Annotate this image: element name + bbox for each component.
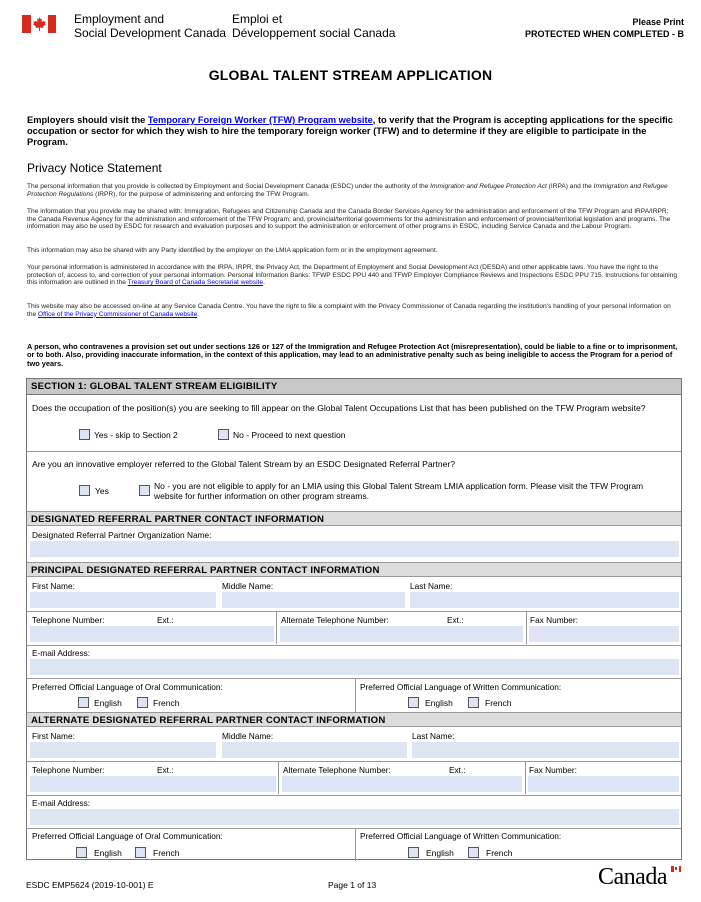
privacy-paragraph-4: Your personal information is administered in accordance with the IRPA, IRPR, the Privacy Act, the Department of Employment and Social Development Act (DESDA) and other applicable laws. You have the right to the protection of, access to, and correction of your personal information. Personal Information Banks: TFWP ESDC PPU 440 and TFWP Employer Compliance Reviews and Inspections ESDC PPU 715. Instructions for obtaining this information are outlined in the Treasury Board of Canada Secretariat website.: [27, 264, 678, 287]
misrepresentation-warning: A person, who contravenes a provision set out under sections 126 or 127 of the Immigration and Refugee Protection Act (misrepresentation), could be liable to a fine or to imprisonment, or to both. Also, providing inaccurate information, in the context of this application, may lead to an administrative penalty such as being ineligible to access the Program for a period of two years.: [27, 342, 678, 368]
principal-telephone-label: Telephone Number:: [32, 615, 105, 625]
principal-fax-input[interactable]: [529, 626, 679, 642]
department-name-english: Employment and Social Development Canada: [74, 12, 227, 40]
org-name-label: Designated Referral Partner Organization Name:: [32, 530, 212, 540]
principal-last-name-label: Last Name:: [410, 581, 453, 591]
question-referral-partner: Are you an innovative employer referred to the Global Talent Stream by an ESDC Designated Referral Partner?: [32, 459, 456, 469]
treasury-board-link[interactable]: Treasury Board of Canada Secretariat website: [127, 279, 264, 287]
alternate-oral-language-label: Preferred Official Language of Oral Communication:: [32, 831, 223, 841]
org-name-input[interactable]: [30, 541, 679, 557]
section-1-heading: SECTION 1: GLOBAL TALENT STREAM ELIGIBILITY: [27, 379, 681, 395]
principal-telephone-input[interactable]: [30, 626, 274, 642]
alternate-oral-english-label: English: [94, 848, 122, 858]
alternate-alt-ext-label: Ext.:: [449, 765, 466, 775]
principal-written-french-checkbox[interactable]: [468, 697, 479, 708]
principal-fax-label: Fax Number:: [530, 615, 578, 625]
alternate-written-french-label: French: [486, 848, 513, 858]
alternate-written-language-label: Preferred Official Language of Written Communication:: [360, 831, 562, 841]
q2-yes-label: Yes: [95, 486, 109, 496]
intro-paragraph: Employers should visit the Temporary Foreign Worker (TFW) Program website, to verify that the Program is accepting applications for the specific occupation or sector for which they wish to hire the temporary foreign worker (TFW) and to determine if they are eligible to participate in the Program.: [27, 115, 673, 147]
privacy-heading: Privacy Notice Statement: [27, 161, 162, 175]
principal-alt-telephone-label: Alternate Telephone Number:: [281, 615, 389, 625]
principal-oral-french-label: French: [153, 698, 180, 708]
principal-first-name-input[interactable]: [30, 592, 216, 608]
principal-written-french-label: French: [485, 698, 512, 708]
principal-oral-language-label: Preferred Official Language of Oral Communication:: [32, 682, 223, 692]
divider: [27, 451, 681, 452]
q2-no-label: No - you are not eligible to apply for an LMIA using this Global Talent Stream LMIA application form. Please visit the TFW Program website for further information on other program streams.: [154, 481, 644, 501]
alternate-telephone-input[interactable]: [30, 776, 276, 792]
principal-oral-english-checkbox[interactable]: [78, 697, 89, 708]
canada-wordmark-logo: Canada: [598, 864, 667, 890]
privacy-paragraph-3: This information may also be shared with any Party identified by the employer on the LMIA application form or in the employment agreement.: [27, 247, 438, 254]
alternate-oral-english-checkbox[interactable]: [76, 847, 87, 858]
privacy-paragraph-1: The personal information that you provide is collected by Employment and Social Development Canada (ESDC) under the authority of the Immigration and Refugee Protection Act (IRPA) and the Immigration and Refugee Protection Regulations (IRPR), for the purpose of administering and enforcing the TFW Program.: [27, 183, 668, 198]
principal-alt-ext-label: Ext.:: [447, 615, 464, 625]
alternate-email-input[interactable]: [30, 809, 679, 825]
principal-email-label: E-mail Address:: [32, 648, 91, 658]
alternate-last-name-input[interactable]: [412, 742, 679, 758]
alternate-alt-telephone-label: Alternate Telephone Number:: [283, 765, 391, 775]
alternate-oral-french-checkbox[interactable]: [135, 847, 146, 858]
divider: [27, 611, 681, 612]
principal-written-english-label: English: [425, 698, 453, 708]
alternate-written-english-label: English: [426, 848, 454, 858]
divider: [27, 645, 681, 646]
divider: [355, 679, 356, 713]
principal-contact-heading: PRINCIPAL DESIGNATED REFERRAL PARTNER CONTACT INFORMATION: [27, 562, 681, 577]
privacy-commissioner-link[interactable]: Office of the Privacy Commissioner of Canada website: [38, 310, 198, 318]
q2-no-checkbox[interactable]: [139, 485, 150, 496]
divider: [27, 795, 681, 796]
government-header: [22, 12, 684, 52]
divider: [27, 828, 681, 829]
alternate-first-name-label: First Name:: [32, 731, 75, 741]
principal-ext-label: Ext.:: [157, 615, 174, 625]
alternate-middle-name-input[interactable]: [222, 742, 407, 758]
q1-no-label: No - Proceed to next question: [233, 430, 346, 440]
page-title: GLOBAL TALENT STREAM APPLICATION: [208, 67, 493, 83]
question-occupation-list: Does the occupation of the position(s) you are seeking to fill appear on the Global Talent Occupations List that has been published on the TFW Program website?: [32, 403, 646, 413]
alternate-last-name-label: Last Name:: [412, 731, 455, 741]
alternate-email-label: E-mail Address:: [32, 798, 91, 808]
principal-written-english-checkbox[interactable]: [408, 697, 419, 708]
principal-oral-french-checkbox[interactable]: [137, 697, 148, 708]
principal-middle-name-input[interactable]: [222, 592, 405, 608]
alternate-fax-label: Fax Number:: [529, 765, 577, 775]
alternate-first-name-input[interactable]: [30, 742, 216, 758]
protected-notice: Please Print PROTECTED WHEN COMPLETED - B: [525, 17, 684, 39]
alternate-telephone-label: Telephone Number:: [32, 765, 105, 775]
divider: [27, 761, 681, 762]
divider: [526, 612, 527, 644]
privacy-paragraph-2: The information that you provide may be shared with: Immigration, Refugees and Citizenship Canada and the Canada Border Services Agency for the administration and enforcement of the TFW Program and IRPA/IRPR; the Canada Revenue Agency for the administration and enforcement of the TFW Program; and, provincial/territorial governments for the administration and enforcement of provincial/territorial legislation and programs. The information may also be used by ESDC for research and evaluation purposes and to support the administration or enforcement of other programs in ESDC, including Service Canada and the Labour Program.: [27, 208, 671, 231]
tfw-program-link[interactable]: Temporary Foreign Worker (TFW) Program website: [147, 115, 373, 125]
principal-last-name-input[interactable]: [410, 592, 679, 608]
application-form: [26, 378, 682, 860]
canada-flag-icon: [22, 15, 56, 33]
wordmark-flag-icon: [671, 866, 681, 872]
alternate-alt-telephone-input[interactable]: [282, 776, 522, 792]
alternate-oral-french-label: French: [153, 848, 180, 858]
divider: [355, 829, 356, 861]
alternate-middle-name-label: Middle Name:: [222, 731, 274, 741]
principal-email-input[interactable]: [30, 659, 679, 675]
principal-written-language-label: Preferred Official Language of Written Communication:: [360, 682, 562, 692]
q1-yes-checkbox[interactable]: [79, 429, 90, 440]
form-identifier: ESDC EMP5624 (2019-10-001) E: [26, 880, 154, 890]
privacy-paragraph-5: This website may also be accessed on-line at any Service Canada Centre. You have the right to file a complaint with the Privacy Commissioner of Canada regarding the institution's handling of your personal information on the Office of the Privacy Commissioner of Canada website.: [27, 303, 671, 318]
alternate-contact-heading: ALTERNATE DESIGNATED REFERRAL PARTNER CONTACT INFORMATION: [27, 712, 681, 727]
principal-middle-name-label: Middle Name:: [222, 581, 274, 591]
alternate-ext-label: Ext.:: [157, 765, 174, 775]
principal-first-name-label: First Name:: [32, 581, 75, 591]
divider: [27, 678, 681, 679]
q2-yes-checkbox[interactable]: [79, 485, 90, 496]
alternate-fax-input[interactable]: [528, 776, 679, 792]
page-number: Page 1 of 13: [328, 880, 377, 890]
q1-yes-label: Yes - skip to Section 2: [94, 430, 178, 440]
q1-no-checkbox[interactable]: [218, 429, 229, 440]
divider: [278, 762, 279, 794]
divider: [276, 612, 277, 644]
alternate-written-french-checkbox[interactable]: [468, 847, 479, 858]
principal-oral-english-label: English: [94, 698, 122, 708]
divider: [525, 762, 526, 794]
principal-alt-telephone-input[interactable]: [280, 626, 523, 642]
drp-heading: DESIGNATED REFERRAL PARTNER CONTACT INFORMATION: [27, 511, 681, 526]
department-name-french: Emploi et Développement social Canada: [232, 12, 396, 40]
alternate-written-english-checkbox[interactable]: [408, 847, 419, 858]
